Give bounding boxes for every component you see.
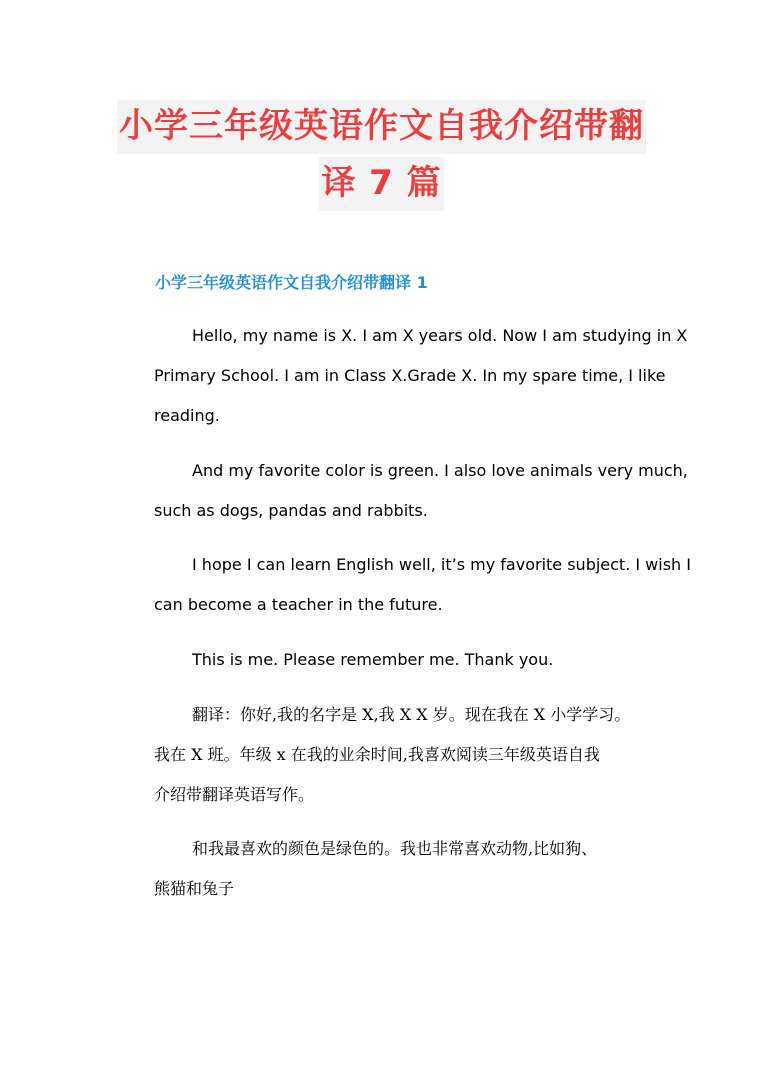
paragraph-line: 我在 X 班。年级 x 在我的业余时间,我喜欢阅读三年级英语自我	[154, 745, 600, 764]
paragraph-line: And my favorite color is green. I also love animals very much,	[192, 461, 688, 480]
paragraph-4	[116, 640, 646, 680]
paragraph-1	[116, 316, 688, 436]
paragraph-line: can become a teacher in the future.	[154, 595, 443, 614]
document-title-text-1: 小学三年级英语作文自我介绍带翻	[117, 100, 646, 154]
paragraph-line: I hope I can learn English well, it’s my favorite subject. I wish I	[192, 555, 691, 574]
document-title-line-1	[0, 106, 763, 146]
paragraph-line: Hello, my name is X. I am X years old. Now I am studying in X	[192, 326, 688, 345]
paragraph-line: This is me. Please remember me. Thank you.	[192, 650, 554, 669]
paragraph-3	[116, 545, 691, 625]
paragraph-line: such as dogs, pandas and rabbits.	[154, 501, 428, 520]
section-heading: 小学三年级英语作文自我介绍带翻译 1	[155, 273, 428, 292]
paragraph-line: Primary School. I am in Class X.Grade X. In my spare time, I like	[154, 366, 666, 385]
paragraph-2	[116, 451, 688, 531]
paragraph-line: 介绍带翻译英语写作。	[154, 785, 315, 804]
document-title-text-2: 译 7 篇	[319, 157, 443, 211]
paragraph-line: 和我最喜欢的颜色是绿色的。我也非常喜欢动物,比如狗、	[192, 839, 598, 858]
document-title-line-2	[0, 163, 763, 203]
paragraph-line: 熊猫和兔子	[154, 879, 235, 898]
paragraph-line: reading.	[154, 406, 220, 425]
paragraph-5	[116, 695, 646, 815]
paragraph-6	[116, 829, 646, 909]
paragraph-line: 翻译：你好,我的名字是 X,我 X X 岁。现在我在 X 小学学习。	[192, 705, 631, 724]
